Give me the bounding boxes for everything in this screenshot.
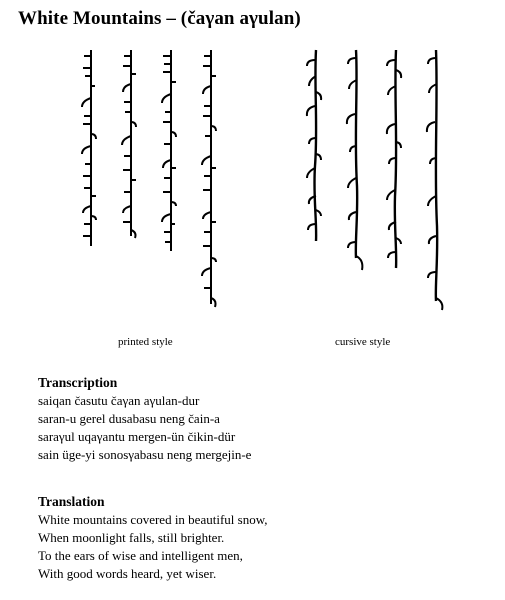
mongolian-script-glyphs <box>343 46 369 276</box>
translation-line: To the ears of wise and intelligent men, <box>38 548 243 563</box>
transcription-line: saraγul uqaγantu mergen-ün čikin-dür <box>38 429 236 444</box>
cursive-script-column-3 <box>383 46 409 326</box>
printed-style-caption: printed style <box>118 336 173 348</box>
transcription-line: saran-u gerel dusabasu neng čain-a <box>38 411 220 426</box>
cursive-script-panel <box>285 46 470 336</box>
page-title: White Mountains – (čaγan aγulan) <box>18 8 301 29</box>
transcription-line: sain üge-yi sonosγabasu neng mergejin-e <box>38 447 252 462</box>
mongolian-script-glyphs <box>78 46 104 251</box>
printed-script-panel <box>60 46 250 336</box>
cursive-style-caption: cursive style <box>335 336 391 348</box>
translation-line: White mountains covered in beautiful snow, <box>38 512 268 527</box>
printed-script-column-3 <box>158 46 184 326</box>
mongolian-script-glyphs <box>383 46 409 276</box>
printed-script-column-2 <box>118 46 144 326</box>
mongolian-script-glyphs <box>423 46 449 316</box>
printed-script-column-4 <box>198 46 224 326</box>
translation-line: With good words heard, yet wiser. <box>38 566 217 581</box>
transcription-line: saiqan časutu čaγan aγulan-dur <box>38 393 200 408</box>
mongolian-script-glyphs <box>118 46 144 246</box>
cursive-script-column-2 <box>343 46 369 326</box>
transcription-heading: Transcription <box>38 375 118 390</box>
cursive-script-column-4 <box>423 46 449 326</box>
translation-heading: Translation <box>38 494 105 509</box>
mongolian-script-glyphs <box>198 46 224 316</box>
printed-script-column-1 <box>78 46 104 326</box>
mongolian-script-glyphs <box>303 46 329 246</box>
translation-line: When moonlight falls, still brighter. <box>38 530 225 545</box>
cursive-script-column-1 <box>303 46 329 326</box>
mongolian-script-glyphs <box>158 46 184 256</box>
